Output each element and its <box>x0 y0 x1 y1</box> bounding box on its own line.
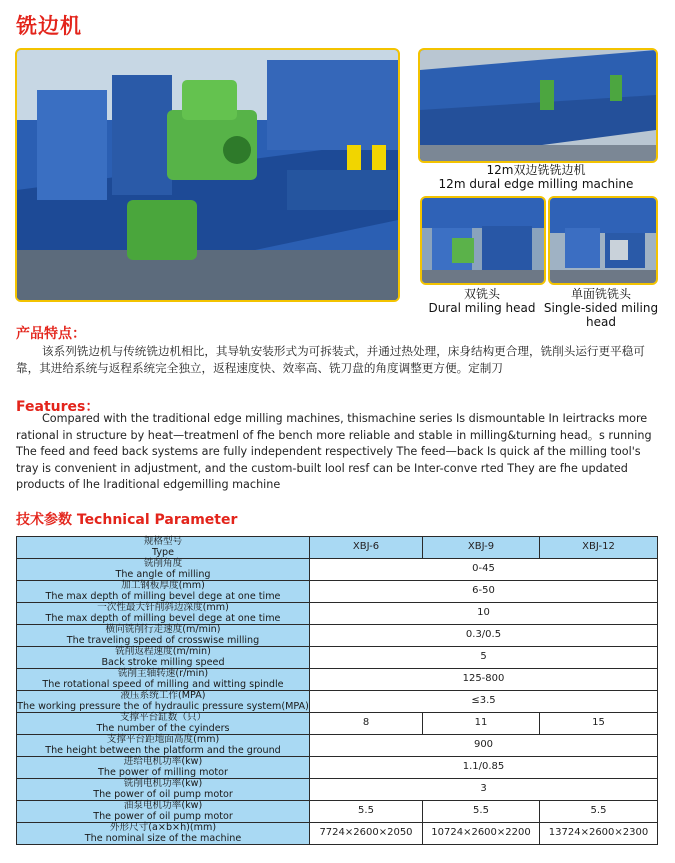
features-en-heading: Features： <box>16 399 100 415</box>
machine-illustration <box>17 50 398 300</box>
param-value: 15 <box>540 713 658 735</box>
param-value: 13724×2600×2300 <box>540 823 658 845</box>
param-value: 3 <box>310 779 658 801</box>
features-en-text <box>16 411 658 494</box>
double-side-machine-photo <box>418 48 658 163</box>
param-value: 5.5 <box>310 801 423 823</box>
param-label-cn: 铣削电机功率(kw) <box>123 778 203 790</box>
param-label <box>17 779 310 801</box>
param-value: 125-800 <box>310 669 658 691</box>
model-header: XBJ-6 <box>310 537 423 559</box>
param-label <box>17 669 310 691</box>
param-value: 5.5 <box>540 801 658 823</box>
param-label <box>17 757 310 779</box>
param-label <box>17 603 310 625</box>
param-label <box>17 801 310 823</box>
param-label-cn: 支撑平台缸数（只） <box>119 712 207 724</box>
param-label <box>17 823 310 845</box>
model-header: XBJ-12 <box>540 537 658 559</box>
dual-head-caption-cn: 双铣头 <box>463 287 500 301</box>
features-en-body: Compared with the traditional edge milling machines, thismachine series Is dismountable In Ieirtracks more rational in structure by heat—treatmenl of fhe bench more reliable and stable in milling&turning head。s running The feed and feed back systems are fully independent respectively The feed—back Is quick af the milling tool's tray is convenient in adjustment, and the custom-built lool resf can be Inter-conve rted They are fhe updated products of lhe lraditional edgemilling machine <box>16 412 652 492</box>
param-value: 5.5 <box>423 801 540 823</box>
dual-head-photo <box>420 196 546 285</box>
param-label-en: The angle of milling <box>115 568 211 580</box>
param-label <box>17 581 310 603</box>
param-label-en: The power of milling motor <box>98 766 228 778</box>
param-label-cn: 规格型号 <box>143 536 183 548</box>
single-head-caption-en: Single-sided miling head <box>543 301 659 329</box>
table-row <box>17 757 658 779</box>
param-label-en: The traveling speed of crosswise milling <box>66 634 260 646</box>
param-label-en: The height between the platform and the ground <box>45 744 281 756</box>
param-value: 1.1/0.85 <box>310 757 658 779</box>
table-row <box>17 691 658 713</box>
single-head-caption-cn: 单面铣铣头 <box>570 287 631 301</box>
param-value: 900 <box>310 735 658 757</box>
param-value: 11 <box>423 713 540 735</box>
dual-head-caption <box>426 287 538 315</box>
param-label-cn: 一次性最大钎削斜边深度(mm) <box>97 602 229 614</box>
table-header-row <box>17 537 658 559</box>
table-row <box>17 647 658 669</box>
features-cn-text <box>16 343 658 377</box>
table-row <box>17 559 658 581</box>
tech-parameter-table <box>16 536 658 845</box>
model-header: XBJ-9 <box>423 537 540 559</box>
table-row <box>17 625 658 647</box>
param-label-cn: 铣削角度 <box>143 558 183 570</box>
param-label-en: The number of the cyinders <box>96 722 230 734</box>
param-value: 10724×2600×2200 <box>423 823 540 845</box>
param-label-cn: 横向铣削行走速度(m/min) <box>105 624 221 636</box>
table-row <box>17 581 658 603</box>
param-value: 0-45 <box>310 559 658 581</box>
param-label <box>17 647 310 669</box>
param-label <box>17 537 310 559</box>
param-label-cn: 液压系统工作(MPA) <box>120 690 206 702</box>
param-value: 7724×2600×2050 <box>310 823 423 845</box>
param-label <box>17 559 310 581</box>
param-value: 6-50 <box>310 581 658 603</box>
param-label-cn: 铣削返程速度(m/min) <box>115 646 211 658</box>
tech-parameter-heading: 技术参数 Technical Parameter <box>16 512 238 528</box>
param-label-en: The max depth of milling bevel dege at one time <box>45 612 281 624</box>
param-label <box>17 625 310 647</box>
param-label-en: The max depth of milling bevel dege at one time <box>45 590 281 602</box>
double-side-caption-cn: 12m双边铣铣边机 <box>486 163 586 177</box>
table-row <box>17 603 658 625</box>
double-side-caption <box>418 163 654 191</box>
param-label-en: The rotational speed of milling and witting spindle <box>42 678 284 690</box>
features-cn-body: 该系列铣边机与传统铣边机相比，其导轨安装形式为可拆装式，并通过热处理，床身结构更合理，铣削头运行更平稳可靠，其进给系统与返程系统完全独立，返程速度快、效率高、铣刀盘的角度调整更方便。定制刀 <box>16 344 645 376</box>
param-label-en: The working pressure the of hydraulic pressure system(MPA) <box>17 700 309 712</box>
table-row <box>17 713 658 735</box>
param-value: ≤3.5 <box>310 691 658 713</box>
param-label-en: The power of oil pump motor <box>93 810 233 822</box>
param-label-en: Type <box>151 546 175 558</box>
param-label-en: The nominal size of the machine <box>84 832 242 844</box>
param-label-cn: 铣削主轴转速(r/min) <box>117 668 209 680</box>
table-row <box>17 779 658 801</box>
param-label-en: The power of oil pump motor <box>93 788 233 800</box>
param-label-cn: 支撑平台距地面高度(mm) <box>106 734 220 746</box>
single-head-photo <box>548 196 658 285</box>
param-label-cn: 外形尺寸(a×b×h)(mm) <box>109 822 217 834</box>
param-value: 5 <box>310 647 658 669</box>
table-row <box>17 823 658 845</box>
features-cn-heading: 产品特点： <box>16 326 86 342</box>
table-row <box>17 735 658 757</box>
param-label <box>17 735 310 757</box>
long-machine-illustration <box>420 50 656 161</box>
single-head-illustration <box>550 198 656 283</box>
page-title: 铣边机 <box>16 14 82 38</box>
param-label <box>17 691 310 713</box>
param-label <box>17 713 310 735</box>
dual-head-illustration <box>422 198 544 283</box>
table-row <box>17 669 658 691</box>
double-side-caption-en: 12m dural edge milling machine <box>438 177 634 191</box>
main-machine-photo <box>15 48 400 302</box>
param-value: 8 <box>310 713 423 735</box>
table-row <box>17 801 658 823</box>
param-label-en: Back stroke milling speed <box>101 656 225 668</box>
param-label-cn: 加工钢板厚度(mm) <box>121 580 205 592</box>
param-label-cn: 油泵电机功率(kw) <box>123 800 203 812</box>
param-value: 10 <box>310 603 658 625</box>
single-head-caption <box>542 287 660 329</box>
param-label-cn: 进给电机功率(kw) <box>123 756 203 768</box>
param-value: 0.3/0.5 <box>310 625 658 647</box>
dual-head-caption-en: Dural miling head <box>428 301 536 315</box>
